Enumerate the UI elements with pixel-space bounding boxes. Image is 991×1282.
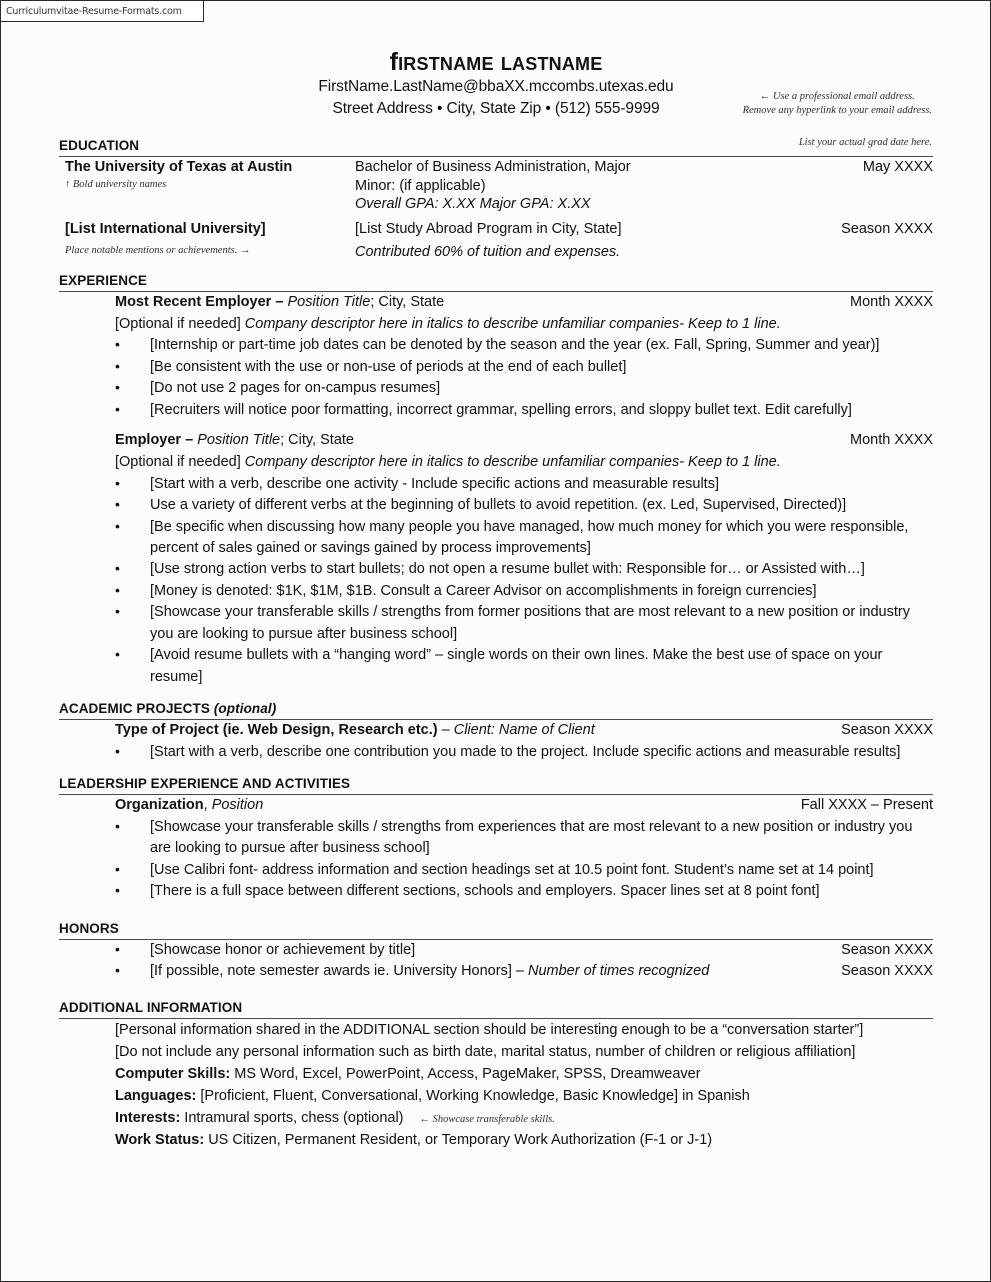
annotation-email-line2: Remove any hyperlink to your email address. — [742, 104, 932, 116]
bullet-item: • [Use strong action verbs to start bullets; do not open a resume bullet with: Responsible for… or Assisted with…] — [59, 559, 933, 580]
experience-descriptor-italic: Company descriptor here in italics to describe unfamiliar companies- Keep to 1 line. — [244, 453, 781, 470]
bullet-item — [59, 940, 933, 961]
annotation-interests: ← Showcase transferable skills. — [419, 1114, 555, 1126]
education-row — [59, 219, 933, 240]
education-detail: [List Study Abroad Program in City, State] — [355, 220, 622, 237]
additional-value: US Citizen, Permanent Resident, or Temporary Work Authorization (F-1 or J-1) — [204, 1132, 713, 1149]
project-type: Type of Project (ie. Web Design, Research etc.) — [115, 722, 438, 739]
education-school: The University of Texas at Austin — [65, 158, 293, 175]
experience-entry — [59, 292, 933, 336]
experience-entry-head — [115, 292, 933, 314]
experience-entry — [59, 430, 933, 474]
site-banner — [1, 1, 204, 22]
section-heading-additional-information: ADDITIONAL INFORMATION — [59, 1000, 933, 1019]
education-row — [59, 157, 933, 178]
honor-date: Season XXXX — [841, 962, 933, 979]
honor-row — [150, 940, 933, 961]
leadership-organization: Organization — [115, 797, 204, 814]
additional-value: Intramural sports, chess (optional) — [180, 1110, 404, 1127]
leadership-bullet-list — [59, 817, 933, 903]
section-heading-academic-projects — [59, 701, 933, 720]
section-leadership — [59, 776, 933, 902]
honor-row — [150, 961, 933, 982]
section-academic-projects — [59, 701, 933, 763]
education-note-row — [59, 244, 933, 260]
honor-date: Season XXXX — [841, 941, 933, 958]
site-banner-text: Curriculumvitae-Resume-Formats.com — [6, 5, 182, 17]
candidate-email: FirstName.LastName@bbaXX.mccombs.utexas.edu — [318, 78, 674, 95]
annotation-email-line1: ← Use a professional email address. — [759, 91, 915, 102]
section-honors — [59, 921, 933, 983]
leadership-entry-title — [115, 795, 789, 817]
section-heading-text: ACADEMIC PROJECTS — [59, 701, 214, 717]
leadership-date: Fall XXXX – Present — [800, 797, 933, 814]
experience-position: Position Title — [287, 293, 371, 310]
leadership-position: Position — [211, 797, 264, 814]
project-dash: – — [437, 722, 454, 739]
resume-sheet — [1, 22, 990, 1152]
section-heading-honors: HONORS — [59, 921, 933, 940]
additional-line — [59, 1107, 933, 1129]
additional-value: [Do not include any personal information such as birth date, marital status, number of children or religious affiliation] — [115, 1044, 856, 1061]
experience-employer: Employer — [115, 432, 182, 449]
experience-descriptor-italic: Company descriptor here in italics to describe unfamiliar companies- Keep to 1 line. — [244, 315, 781, 332]
bullet-item: • [Start with a verb, describe one contribution you made to the project. Include specific actions and measurable results] — [59, 742, 933, 763]
education-school: [List International University] — [65, 220, 266, 237]
bullet-item: • [Showcase your transferable skills / strengths from experiences that are most relevant to a new position or industry you are looking to pursue after business school] — [59, 817, 933, 860]
section-heading-experience: EXPERIENCE — [59, 273, 933, 292]
experience-position: Position Title — [197, 432, 281, 449]
project-entry-head — [115, 720, 933, 742]
additional-label: Interests: — [115, 1110, 181, 1127]
experience-entry-head — [115, 430, 933, 452]
annotation-email — [743, 90, 932, 118]
additional-line — [59, 1085, 933, 1107]
bullet-item: • [There is a full space between different sections, schools and employers. Spacer lines set at 8 point font] — [59, 881, 933, 902]
annotation-grad-date: List your actual grad date here. — [798, 137, 932, 148]
experience-dash: – — [271, 293, 288, 310]
experience-employer: Most Recent Employer — [115, 293, 272, 310]
education-detail: Bachelor of Business Administration, Major — [355, 158, 631, 175]
section-additional-information — [59, 1000, 933, 1151]
experience-location: ; City, State — [280, 432, 354, 449]
project-entry-title — [115, 720, 829, 742]
education-note-row — [59, 178, 933, 194]
leadership-separator: , — [203, 797, 212, 814]
additional-label: Languages: — [115, 1088, 197, 1105]
honor-text — [150, 961, 829, 982]
experience-bullet-list — [59, 335, 933, 421]
experience-location: ; City, State — [370, 293, 445, 310]
education-gpa: Overall GPA: X.XX Major GPA: X.XX — [355, 195, 591, 212]
additional-value: MS Word, Excel, PowerPoint, Access, PageMaker, SPSS, Dreamweaver — [230, 1066, 701, 1083]
bullet-item: • [Recruiters will notice poor formatting, incorrect grammar, spelling errors, and sloppy bullet text. Edit carefully] — [59, 400, 933, 421]
experience-descriptor-plain: [Optional if needed] — [115, 453, 245, 470]
additional-line — [59, 1019, 933, 1041]
education-date: Season XXXX — [841, 220, 933, 237]
additional-line — [59, 1041, 933, 1063]
education-row — [59, 194, 933, 215]
experience-descriptor-plain: [Optional if needed] — [115, 315, 245, 332]
experience-bullet-list — [59, 474, 933, 689]
candidate-name: firstname lastname — [389, 48, 603, 76]
bullet-item: • [Showcase your transferable skills / strengths from former positions that are most relevant to a new position or industry you are looking to pursue after business school] — [59, 602, 933, 645]
education-achievement: Contributed 60% of tuition and expenses. — [355, 243, 621, 260]
annotation-notable-mentions: Place notable mentions or achievements. → — [65, 244, 251, 256]
project-entry — [59, 720, 933, 742]
additional-label: Computer Skills: — [115, 1066, 231, 1083]
honor-text-italic: Number of times recognized — [527, 962, 710, 979]
honor-text-plain: [If possible, note semester awards ie. University Honors] – — [150, 962, 528, 979]
additional-line — [59, 1063, 933, 1085]
bullet-item: • [Internship or part-time job dates can be denoted by the season and the year (ex. Fall, Spring, Summer and year)] — [59, 335, 933, 356]
education-date: May XXXX — [862, 158, 933, 175]
experience-entry-title — [115, 292, 838, 314]
experience-date: Month XXXX — [849, 432, 933, 449]
leadership-entry — [59, 795, 933, 817]
section-heading-leadership: LEADERSHIP EXPERIENCE AND ACTIVITIES — [59, 776, 933, 795]
additional-line — [59, 1129, 933, 1151]
bullet-item: • [Start with a verb, describe one activity - Include specific actions and measurable results] — [59, 474, 933, 495]
honors-bullet-list — [59, 940, 933, 983]
education-detail: Minor: (if applicable) — [355, 177, 486, 194]
leadership-entry-head — [115, 795, 933, 817]
bullet-item: • Use a variety of different verbs at the beginning of bullets to avoid repetition. (ex. Led, Supervised, Directed)] — [59, 495, 933, 516]
bullet-item: • [Avoid resume bullets with a “hanging word” – single words on their own lines. Make the best use of space on your resume] — [59, 645, 933, 688]
resume-header — [59, 48, 933, 120]
experience-descriptor — [115, 452, 933, 474]
honor-text: • [Showcase honor or achievement by title] — [150, 941, 416, 958]
section-experience — [59, 273, 933, 688]
experience-entry-title — [115, 430, 838, 452]
bullet-item: • [Money is denoted: $1K, $1M, $1B. Consult a Career Advisor on accomplishments in foreign currencies] — [59, 581, 933, 602]
experience-dash: – — [181, 432, 198, 449]
candidate-address: Street Address • City, State Zip • (512) 555-9999 — [332, 100, 660, 117]
section-heading-optional: (optional) — [213, 701, 277, 717]
project-client: Client: Name of Client — [453, 722, 595, 739]
experience-descriptor — [115, 314, 933, 336]
bullet-item: • [Use Calibri font- address information and section headings set at 10.5 point font. Student’s name set at 14 point] — [59, 860, 933, 881]
project-bullet-list — [59, 742, 933, 763]
project-date: Season XXXX — [841, 722, 933, 739]
bullet-item — [59, 961, 933, 982]
bullet-item: • [Be specific when discussing how many people you have managed, how much money for which you were responsible, percent of sales gained or savings gained by process improvements] — [59, 517, 933, 560]
annotation-bold-university: ↑ Bold university names — [65, 178, 167, 190]
additional-label: Work Status: — [115, 1132, 205, 1149]
experience-date: Month XXXX — [849, 293, 933, 310]
section-heading-education: EDUCATION — [59, 138, 933, 157]
section-education — [59, 138, 933, 260]
bullet-item: • [Do not use 2 pages for on-campus resumes] — [59, 378, 933, 399]
additional-value: [Personal information shared in the ADDITIONAL section should be interesting enough to be a “conversation starter”] — [115, 1022, 864, 1039]
additional-value: [Proficient, Fluent, Conversational, Working Knowledge, Basic Knowledge] in Spanish — [196, 1088, 750, 1105]
bullet-item: • [Be consistent with the use or non-use of periods at the end of each bullet] — [59, 357, 933, 378]
